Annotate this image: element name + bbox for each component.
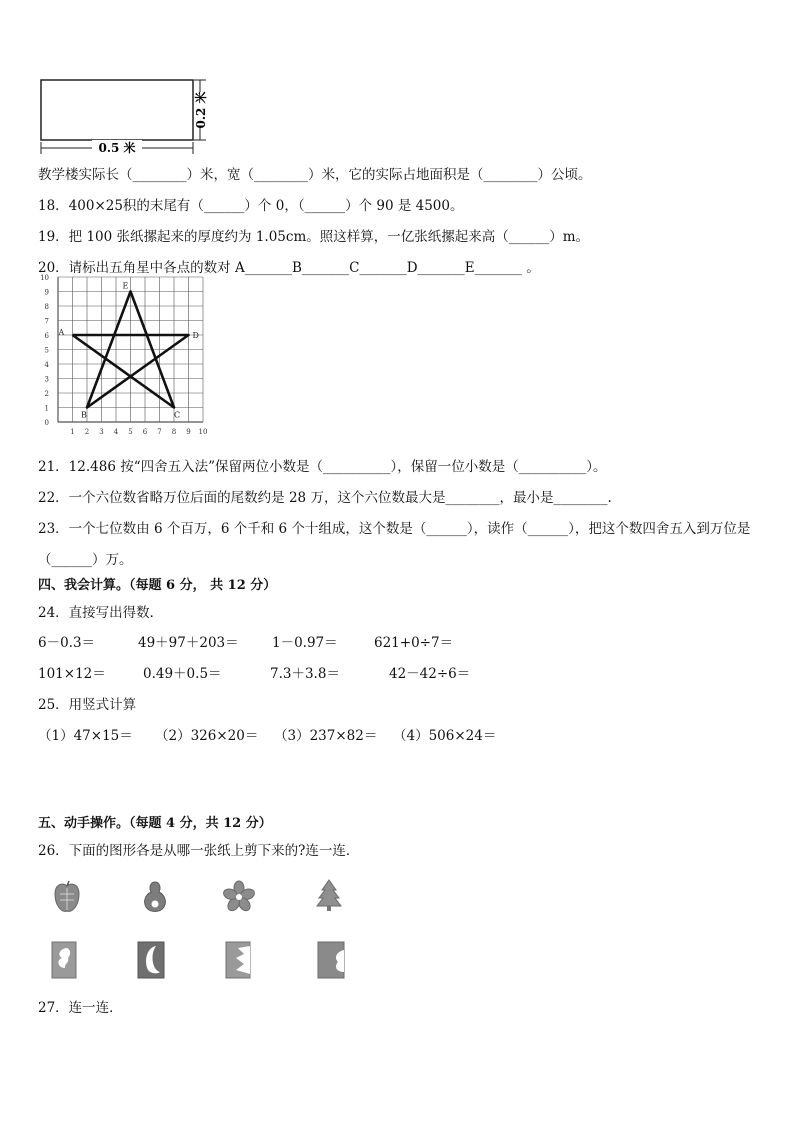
x-tick-label: 6 xyxy=(142,428,148,436)
x-tick-label: 7 xyxy=(157,428,162,436)
x-tick-label: 2 xyxy=(84,428,90,436)
question-26: 26．下面的图形各是从哪一张纸上剪下来的?连一连． xyxy=(38,843,360,859)
point-label-b: B xyxy=(81,410,87,420)
calc-r2-c3: 7.3＋3.8＝ xyxy=(270,666,340,682)
question-19: 19．把 100 张纸摞起来的厚度约为 1.05cm。照这样算，一亿张纸摞起来高（______）m。 xyxy=(38,229,590,245)
question-20: 20．请标出五角星中各点的数对 A_______B_______C_______D_______E_______ 。 xyxy=(38,260,540,276)
y-tick-label: 7 xyxy=(44,317,49,326)
question-27: 27．连一连． xyxy=(38,1000,123,1016)
cutout-tree xyxy=(314,878,344,914)
x-tick-label: 9 xyxy=(186,428,191,436)
question-23-line1: 23．一个七位数由 6 个百万，6 个千和 6 个十组成，这个数是（______），读作（______），把这个数四舍五入到万位是 xyxy=(38,521,751,537)
x-tick-label: 5 xyxy=(128,428,133,436)
calc-r2-c1: 101×12＝ xyxy=(38,666,106,682)
calc-r2-c4: 42－42÷6＝ xyxy=(389,666,471,682)
calc-r1-c2: 49＋97＋203＝ xyxy=(138,635,239,651)
point-label-d: D xyxy=(192,331,199,340)
question-25: 25．用竖式计算 xyxy=(38,697,137,713)
paper-piece-3 xyxy=(224,940,254,980)
y-tick-label: 6 xyxy=(44,332,49,340)
width-label: 0.5 米 xyxy=(98,141,136,155)
cutout-gourd xyxy=(140,880,170,916)
section-5-title: 五、动手操作。（每题 4 分，共 12 分） xyxy=(38,816,272,831)
y-tick-label: 10 xyxy=(40,274,49,282)
y-tick-label: 8 xyxy=(44,303,49,311)
section-4-title: 四、我会计算。（每题 6 分， 共 12 分） xyxy=(38,578,277,593)
calc-r1-c3: 1－0.97＝ xyxy=(272,635,338,651)
calc-r2-c2: 0.49＋0.5＝ xyxy=(143,666,222,682)
x-tick-label: 10 xyxy=(198,428,208,436)
y-tick-label: 9 xyxy=(44,288,49,297)
question-22: 22．一个六位数省略万位后面的尾数约是 28 万，这个六位数最大是________，最小是________. xyxy=(38,490,612,506)
y-tick-label: 2 xyxy=(44,390,49,398)
height-label: 0.2 米 xyxy=(194,91,208,129)
y-tick-label: 4 xyxy=(44,361,49,369)
paper-piece-2 xyxy=(136,940,168,980)
question-23-line2: （______）万。 xyxy=(38,552,133,568)
point-label-c: C xyxy=(174,410,181,420)
calc-r1-c4: 621+0÷7＝ xyxy=(374,635,454,651)
vertical-calc-1: （1）47×15＝ xyxy=(38,728,133,744)
point-label-e: E xyxy=(122,281,129,291)
x-tick-label: 3 xyxy=(99,428,104,436)
question-18: 18．400×25积的末尾有（______）个 0，（______）个 90 是 4500。 xyxy=(38,198,464,214)
rectangle-figure xyxy=(30,72,230,162)
calc-r1-c1: 6－0.3＝ xyxy=(38,635,96,651)
x-tick-label: 1 xyxy=(70,428,75,436)
question-21: 21．12.486 按“四舍五入法”保留两位小数是（__________），保留一位小数是（__________）。 xyxy=(38,459,607,475)
vertical-calc-3: （3）237×82＝ xyxy=(274,728,378,744)
point-label-a: A xyxy=(58,328,65,337)
question-17: 教学楼实际长（________）米，宽（________）米，它的实际占地面积是（________）公顷。 xyxy=(38,167,592,183)
paper-piece-1 xyxy=(50,940,80,980)
cutout-flower xyxy=(222,880,256,914)
x-tick-label: 8 xyxy=(171,428,177,436)
vertical-calc-2: （2）326×20＝ xyxy=(155,728,259,744)
vertical-calc-4: （4）506×24＝ xyxy=(393,728,497,744)
x-tick-label: 4 xyxy=(113,428,119,436)
y-tick-label: 0 xyxy=(44,419,49,427)
y-tick-label: 5 xyxy=(44,346,49,355)
y-tick-label: 1 xyxy=(44,404,49,413)
coordinate-grid-star xyxy=(30,274,245,450)
cutout-apple xyxy=(52,880,82,916)
question-24: 24．直接写出得数． xyxy=(38,605,164,621)
rectangle-shape xyxy=(41,80,193,140)
paper-piece-4 xyxy=(316,940,348,980)
y-tick-label: 3 xyxy=(44,375,49,384)
